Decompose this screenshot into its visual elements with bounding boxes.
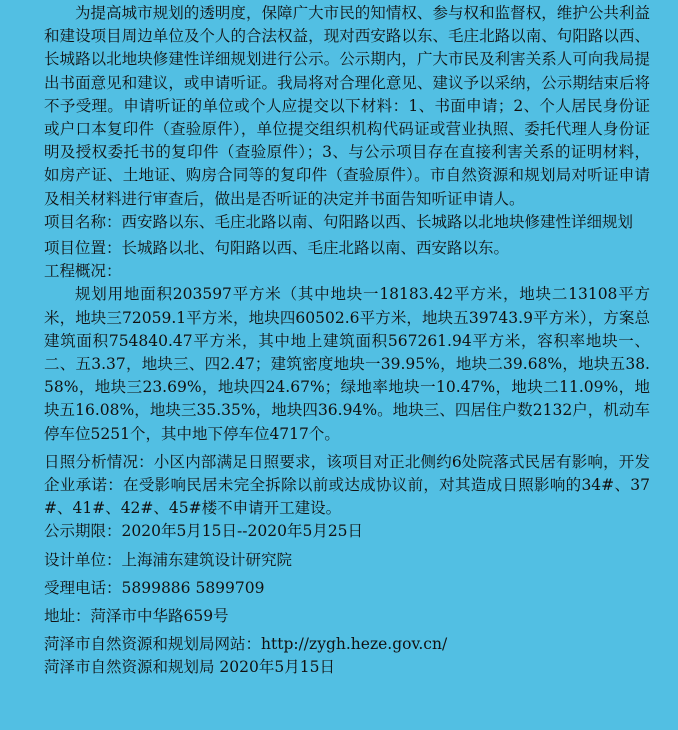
project-location: 项目位置：长城路以北、句阳路以西、毛庄北路以南、西安路以东。 [44, 239, 510, 258]
overview-body: 规划用地面积203597平方米（其中地块一18183.42平方米，地块二13108平方米，地块三72059.1平方米，地块四60502.6平方米，地块五39743.9平方米），方案总建筑面积754840.47平方米，其中地上建筑面积567261.94平方米，容积率地块一、二、五3.37，地块三、四2.47；建筑密度地块一39.95%，地块二39.68%，地块五38.58%，地块三23.69%，地块四24.67%；绿地率地块一10.47%，地块二11.09%，地块五16.08%，地块三35.35%，地块四36.94%。地块三、四居住户数2132户，机动车停车位5251个，其中地下停车位4717个。 [44, 285, 650, 443]
sunlight-analysis: 日照分析情况：小区内部满足日照要求，该项目对正北侧约6处院落式民居有影响，开发企业承诺：在受影响民居未完全拆除以前或达成协议前，对其造成日照影响的34#、37#、41#、42#、45#楼不申请开工建设。 [44, 452, 650, 518]
bureau-website[interactable]: 菏泽市自然资源和规划局网站：http://zygh.heze.gov.cn/ [44, 635, 448, 654]
signature-line: 菏泽市自然资源和规划局 2020年5月15日 [44, 658, 335, 677]
project-name: 项目名称：西安路以东、毛庄北路以南、句阳路以西、长城路以北地块修建性详细规划 [44, 212, 634, 231]
office-address: 地址：菏泽市中华路659号 [44, 607, 229, 626]
intro-paragraph: 为提高城市规划的透明度，保障广大市民的知情权、参与权和监督权，维护公共利益和建设项目周边单位及个人的合法权益，现对西安路以东、毛庄北路以南、句阳路以西、长城路以北地块修建性详细规划进行公示。公示期内，广大市民及利害关系人可向我局提出书面意见和建议，或申请听证。我局将对合理化意见、建议予以采纳，公示期结束后将不予受理。申请听证的单位或个人应提交以下材料：1、书面申请；2、个人居民身份证或户口本复印件（查验原件），单位提交组织机构代码证或营业执照、委托代理人身份证明及授权委托书的复印件（查验原件）；3、与公示项目存在直接利害关系的证明材料，如房产证、土地证、购房合同等的复印件（查验原件）。市自然资源和规划局对听证申请及相关材料进行审查后，做出是否听证的决定并书面告知听证申请人。 [44, 4, 650, 208]
overview-heading: 工程概况： [44, 262, 122, 281]
notice-period: 公示期限：2020年5月15日--2020年5月25日 [44, 522, 364, 541]
contact-phone: 受理电话：5899886 5899709 [44, 578, 265, 597]
design-unit: 设计单位：上海浦东建筑设计研究院 [44, 550, 293, 569]
